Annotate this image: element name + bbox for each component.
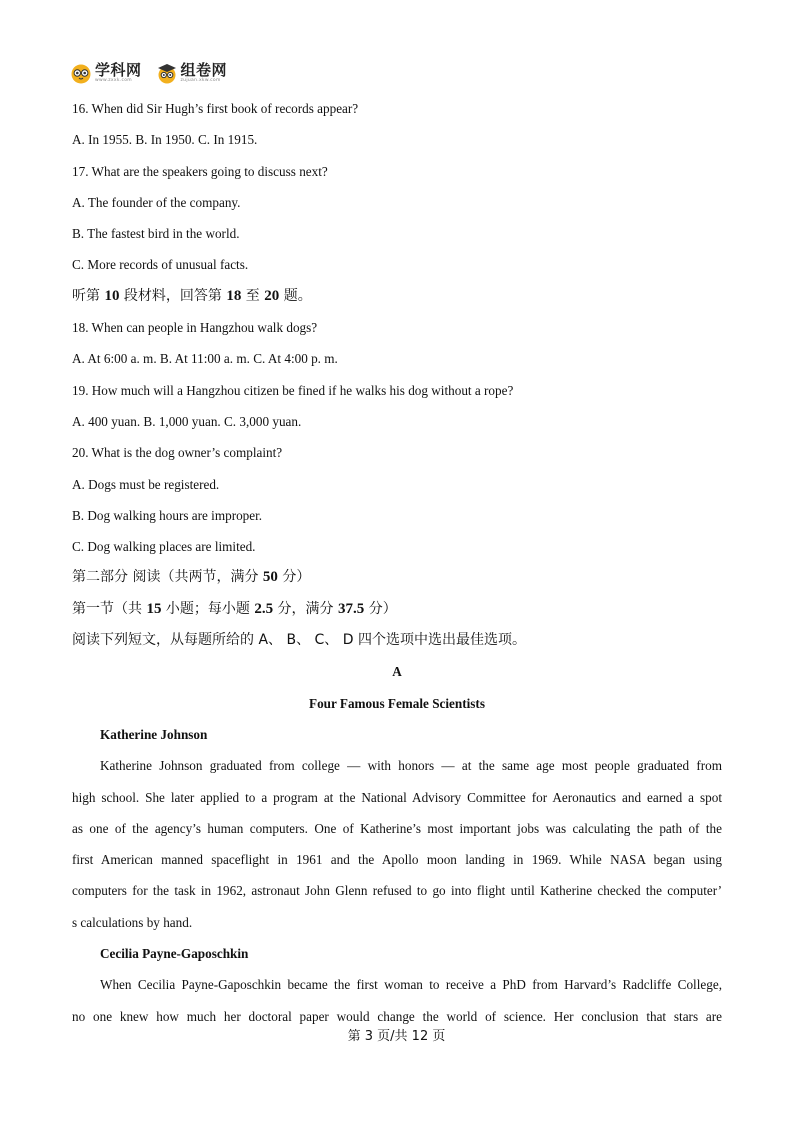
question-18-options: A. At 6:00 a. m. B. At 11:00 a. m. C. At 4:00 p. m.: [72, 351, 338, 367]
paragraph-line: no one knew how much her doctoral paper would change the world of science. Her conclusion that stars are: [72, 1008, 722, 1024]
question-20: 20. What is the dog owner’s complaint?: [72, 445, 283, 461]
question-20-option-b: B. Dog walking hours are improper.: [72, 507, 263, 523]
graduate-owl-logo-icon: [156, 62, 178, 84]
question-20-option-a: A. Dogs must be registered.: [72, 476, 220, 492]
question-17-option-a: A. The founder of the company.: [72, 194, 241, 210]
owl-logo-icon: [70, 62, 92, 84]
paragraph-line: as one of the agency’s human computers. One of Katherine’s most important jobs was calculating the path of the: [72, 820, 722, 836]
scientist-2-name: Cecilia Payne-Gaposchkin: [100, 946, 249, 962]
logo2-text: 组卷网: [180, 60, 228, 79]
header-logos: [70, 60, 241, 86]
scientist-2-paragraph: [72, 969, 722, 1032]
page-content: [72, 93, 722, 1032]
paragraph-line: When Cecilia Payne-Gaposchkin became the first woman to receive a PhD from Harvard’s Radcliffe College,: [100, 977, 722, 993]
question-17-option-c: C. More records of unusual facts.: [72, 257, 249, 273]
zujuan-logo: [156, 62, 228, 84]
paragraph-line: computers for the task in 1962, astronaut John Glenn refused to go into flight until Katherine checked the computer’: [72, 883, 722, 899]
question-18: 18. When can people in Hangzhou walk dogs?: [72, 320, 318, 336]
question-16-options: A. In 1955. B. In 1950. C. In 1915.: [72, 132, 258, 148]
passage-label: A: [392, 664, 402, 680]
question-19: 19. How much will a Hangzhou citizen be fined if he walks his dog without a rope?: [72, 382, 514, 398]
paragraph-line: Katherine Johnson graduated from college — with honors — at the same age most people graduated from: [100, 758, 722, 774]
logo2-sub: zujuan.xkw.com: [180, 77, 221, 83]
question-17-option-b: B. The fastest bird in the world.: [72, 226, 240, 242]
logo1-text: 学科网: [95, 60, 142, 79]
passage-title: Four Famous Female Scientists: [309, 695, 485, 711]
paragraph-line: first American manned spaceflight in 1961 and the Apollo moon landing in 1969. While NASA began using: [72, 852, 722, 868]
paragraph-line: high school. She later applied to a program at the National Advisory Committee for Aeronautics and earned a spot: [72, 789, 722, 805]
part2-heading: 第二部分 阅读（共两节，满分 50 分）: [72, 569, 311, 586]
scientist-1-name: Katherine Johnson: [100, 726, 208, 742]
question-19-options: A. 400 yuan. B. 1,000 yuan. C. 3,000 yuan.: [72, 413, 302, 429]
scientist-1-paragraph: [72, 750, 722, 938]
section1-heading: 第一节（共 15 小题；每小题 2.5 分，满分 37.5 分）: [72, 600, 397, 617]
page-number: 第 3 页/共 12 页: [347, 1029, 446, 1044]
question-17: 17. What are the speakers going to discuss next?: [72, 163, 328, 179]
zxxk-logo: [70, 62, 142, 84]
question-20-option-c: C. Dog walking places are limited.: [72, 539, 256, 555]
logo1-sub: www.zxxk.com: [95, 77, 132, 83]
section-intro: 听第 10 段材料，回答第 18 至 20 题。: [72, 287, 312, 304]
question-16: 16. When did Sir Hugh’s first book of records appear?: [72, 101, 359, 116]
reading-instructions: 阅读下列短文，从每题所给的 A、 B、 C、 D 四个选项中选出最佳选项。: [72, 632, 526, 649]
paragraph-line: s calculations by hand.: [72, 914, 193, 930]
